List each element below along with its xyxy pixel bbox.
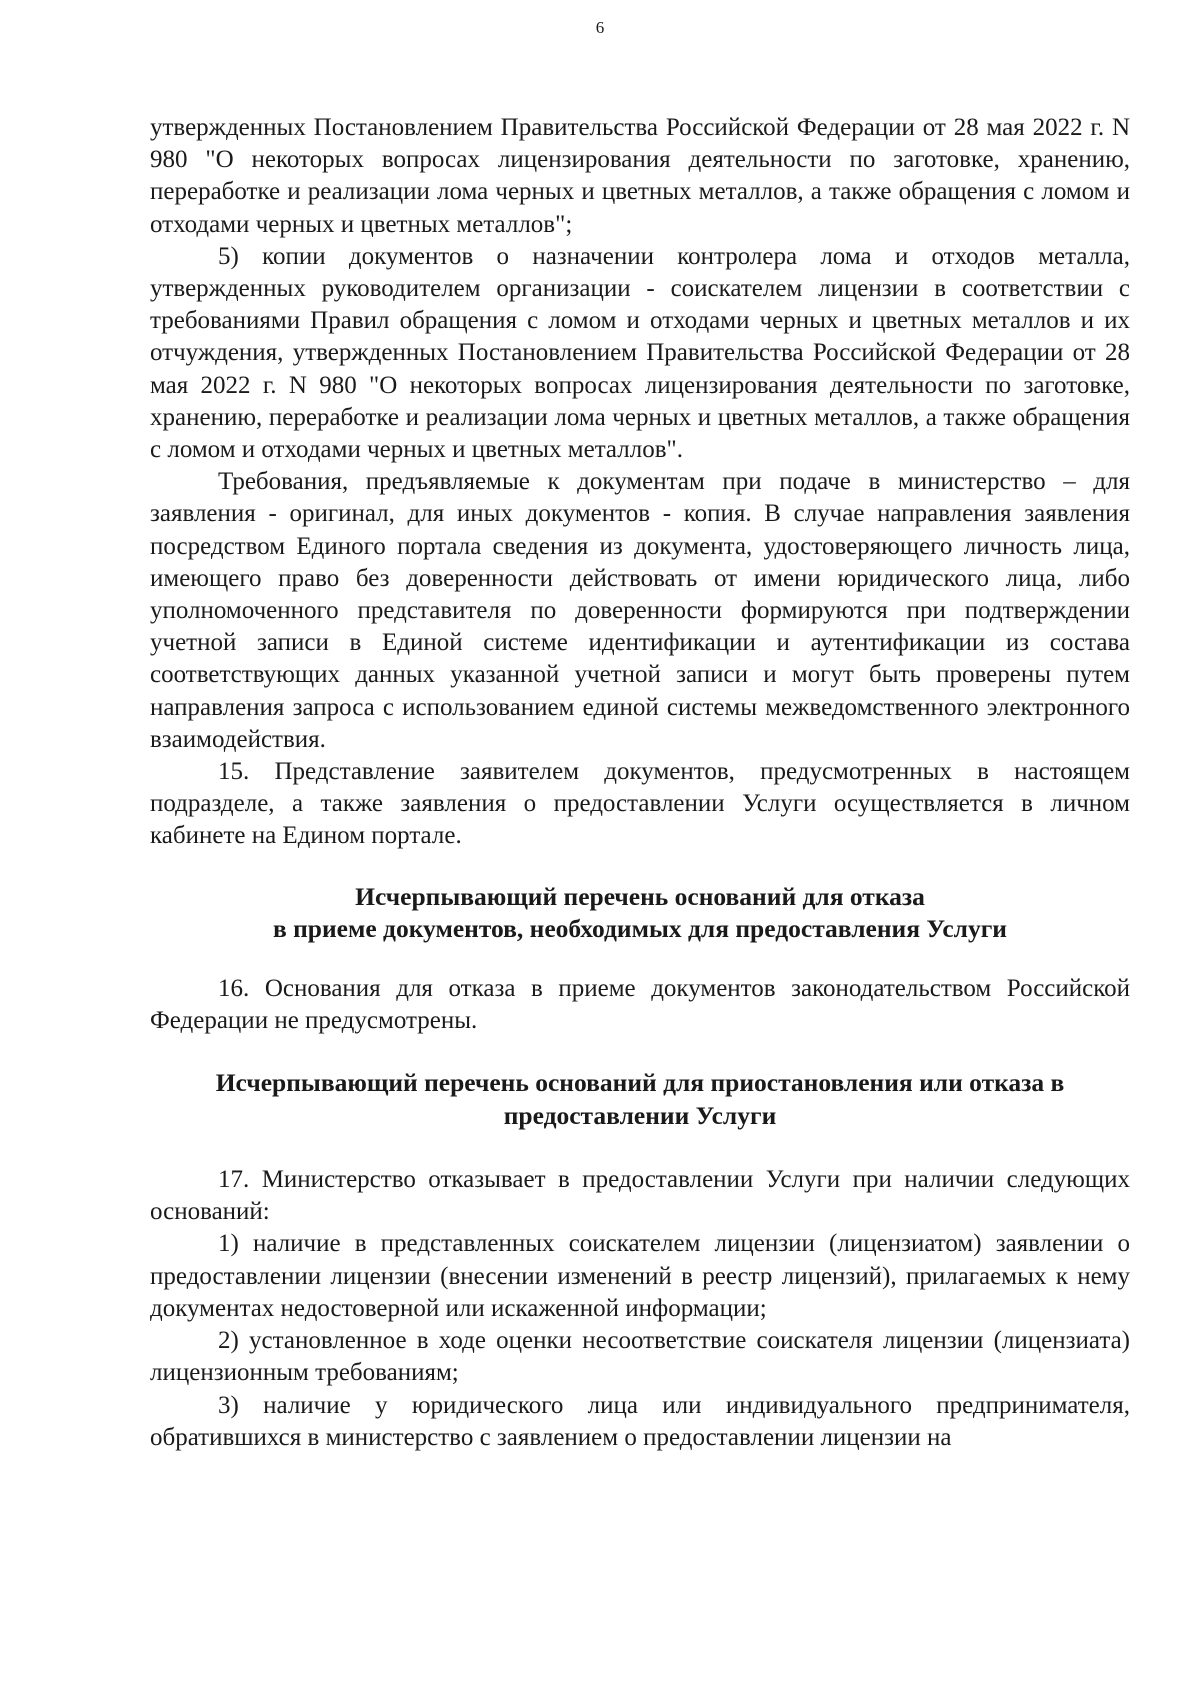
paragraph-requirements: Требования, предъявляемые к документам при подаче в министерство – для заявления - оригинал, для иных документов - копия. В случае направления заявления посредством Единого портала сведения из документа, удостоверяющего личность лица, имеющего право без доверенности действовать от имени юридического лица, либо уполномоченного представителя по доверенности формируются при подтверждении учетной записи в Единой системе идентификации и аутентификации из состава соответствующих данных указанной учетной записи и могут быть проверены путем направления запроса с использованием единой системы межведомственного электронного взаимодействия. (150, 468, 1130, 753)
paragraph-item-5: 5) копии документов о назначении контролера лома и отходов металла, утвержденных руководителем организации - соискателем лицензии в соответствии с требованиями Правил обращения с ломом и отходами черных и цветных металлов и их отчуждения, утвержденных Постановлением Правительства Российской Федерации от 28 мая 2022 г. N 980 "О некоторых вопросах лицензирования деятельности по заготовке, хранению, переработке и реализации лома черных и цветных металлов, а также обращения с ломом и отходами черных и цветных металлов". (150, 242, 1130, 464)
paragraph-15: 15. Представление заявителем документов, предусмотренных в настоящем подразделе, а также заявления о предоставлении Услуги осуществляется в личном кабинете на Едином портале. (150, 758, 1130, 850)
heading-line: в приеме документов, необходимых для предоставления Услуги (272, 914, 1008, 944)
paragraph-intro-continuation: утвержденных Постановлением Правительства Российской Федерации от 28 мая 2022 г. N 980 "О некоторых вопросах лицензирования деятельности по заготовке, хранению, переработке и реализации лома черных и цветных металлов, а также обращения с ломом и отходами черных и цветных металлов"; (150, 114, 1130, 238)
section-heading-refusal-service (150, 1067, 1130, 1132)
document-body (150, 112, 1130, 1454)
section-heading-refusal-documents (150, 881, 1130, 946)
page-number: 6 (595, 18, 605, 37)
paragraph-17: 17. Министерство отказывает в предоставлении Услуги при наличии следующих оснований: (150, 1166, 1130, 1226)
heading-line: Исчерпывающий перечень оснований для приостановления или отказа в (215, 1068, 1065, 1098)
paragraph-17-item-2: 2) установленное в ходе оценки несоответствие соискателя лицензии (лицензиата) лицензионным требованиям; (150, 1327, 1130, 1387)
heading-line: предоставлении Услуги (503, 1100, 777, 1130)
paragraph-16: 16. Основания для отказа в приеме документов законодательством Российской Федерации не предусмотрены. (150, 974, 1130, 1034)
paragraph-17-item-1: 1) наличие в представленных соискателем лицензии (лицензиатом) заявлении о предоставлении лицензии (внесении изменений в реестр лицензий), прилагаемых к нему документах недостоверной или искаженной информации; (150, 1230, 1130, 1322)
heading-line: Исчерпывающий перечень оснований для отказа (355, 881, 925, 911)
paragraph-17-item-3: 3) наличие у юридического лица или индивидуального предпринимателя, обратившихся в министерство с заявлением о предоставлении лицензии на (150, 1391, 1130, 1451)
